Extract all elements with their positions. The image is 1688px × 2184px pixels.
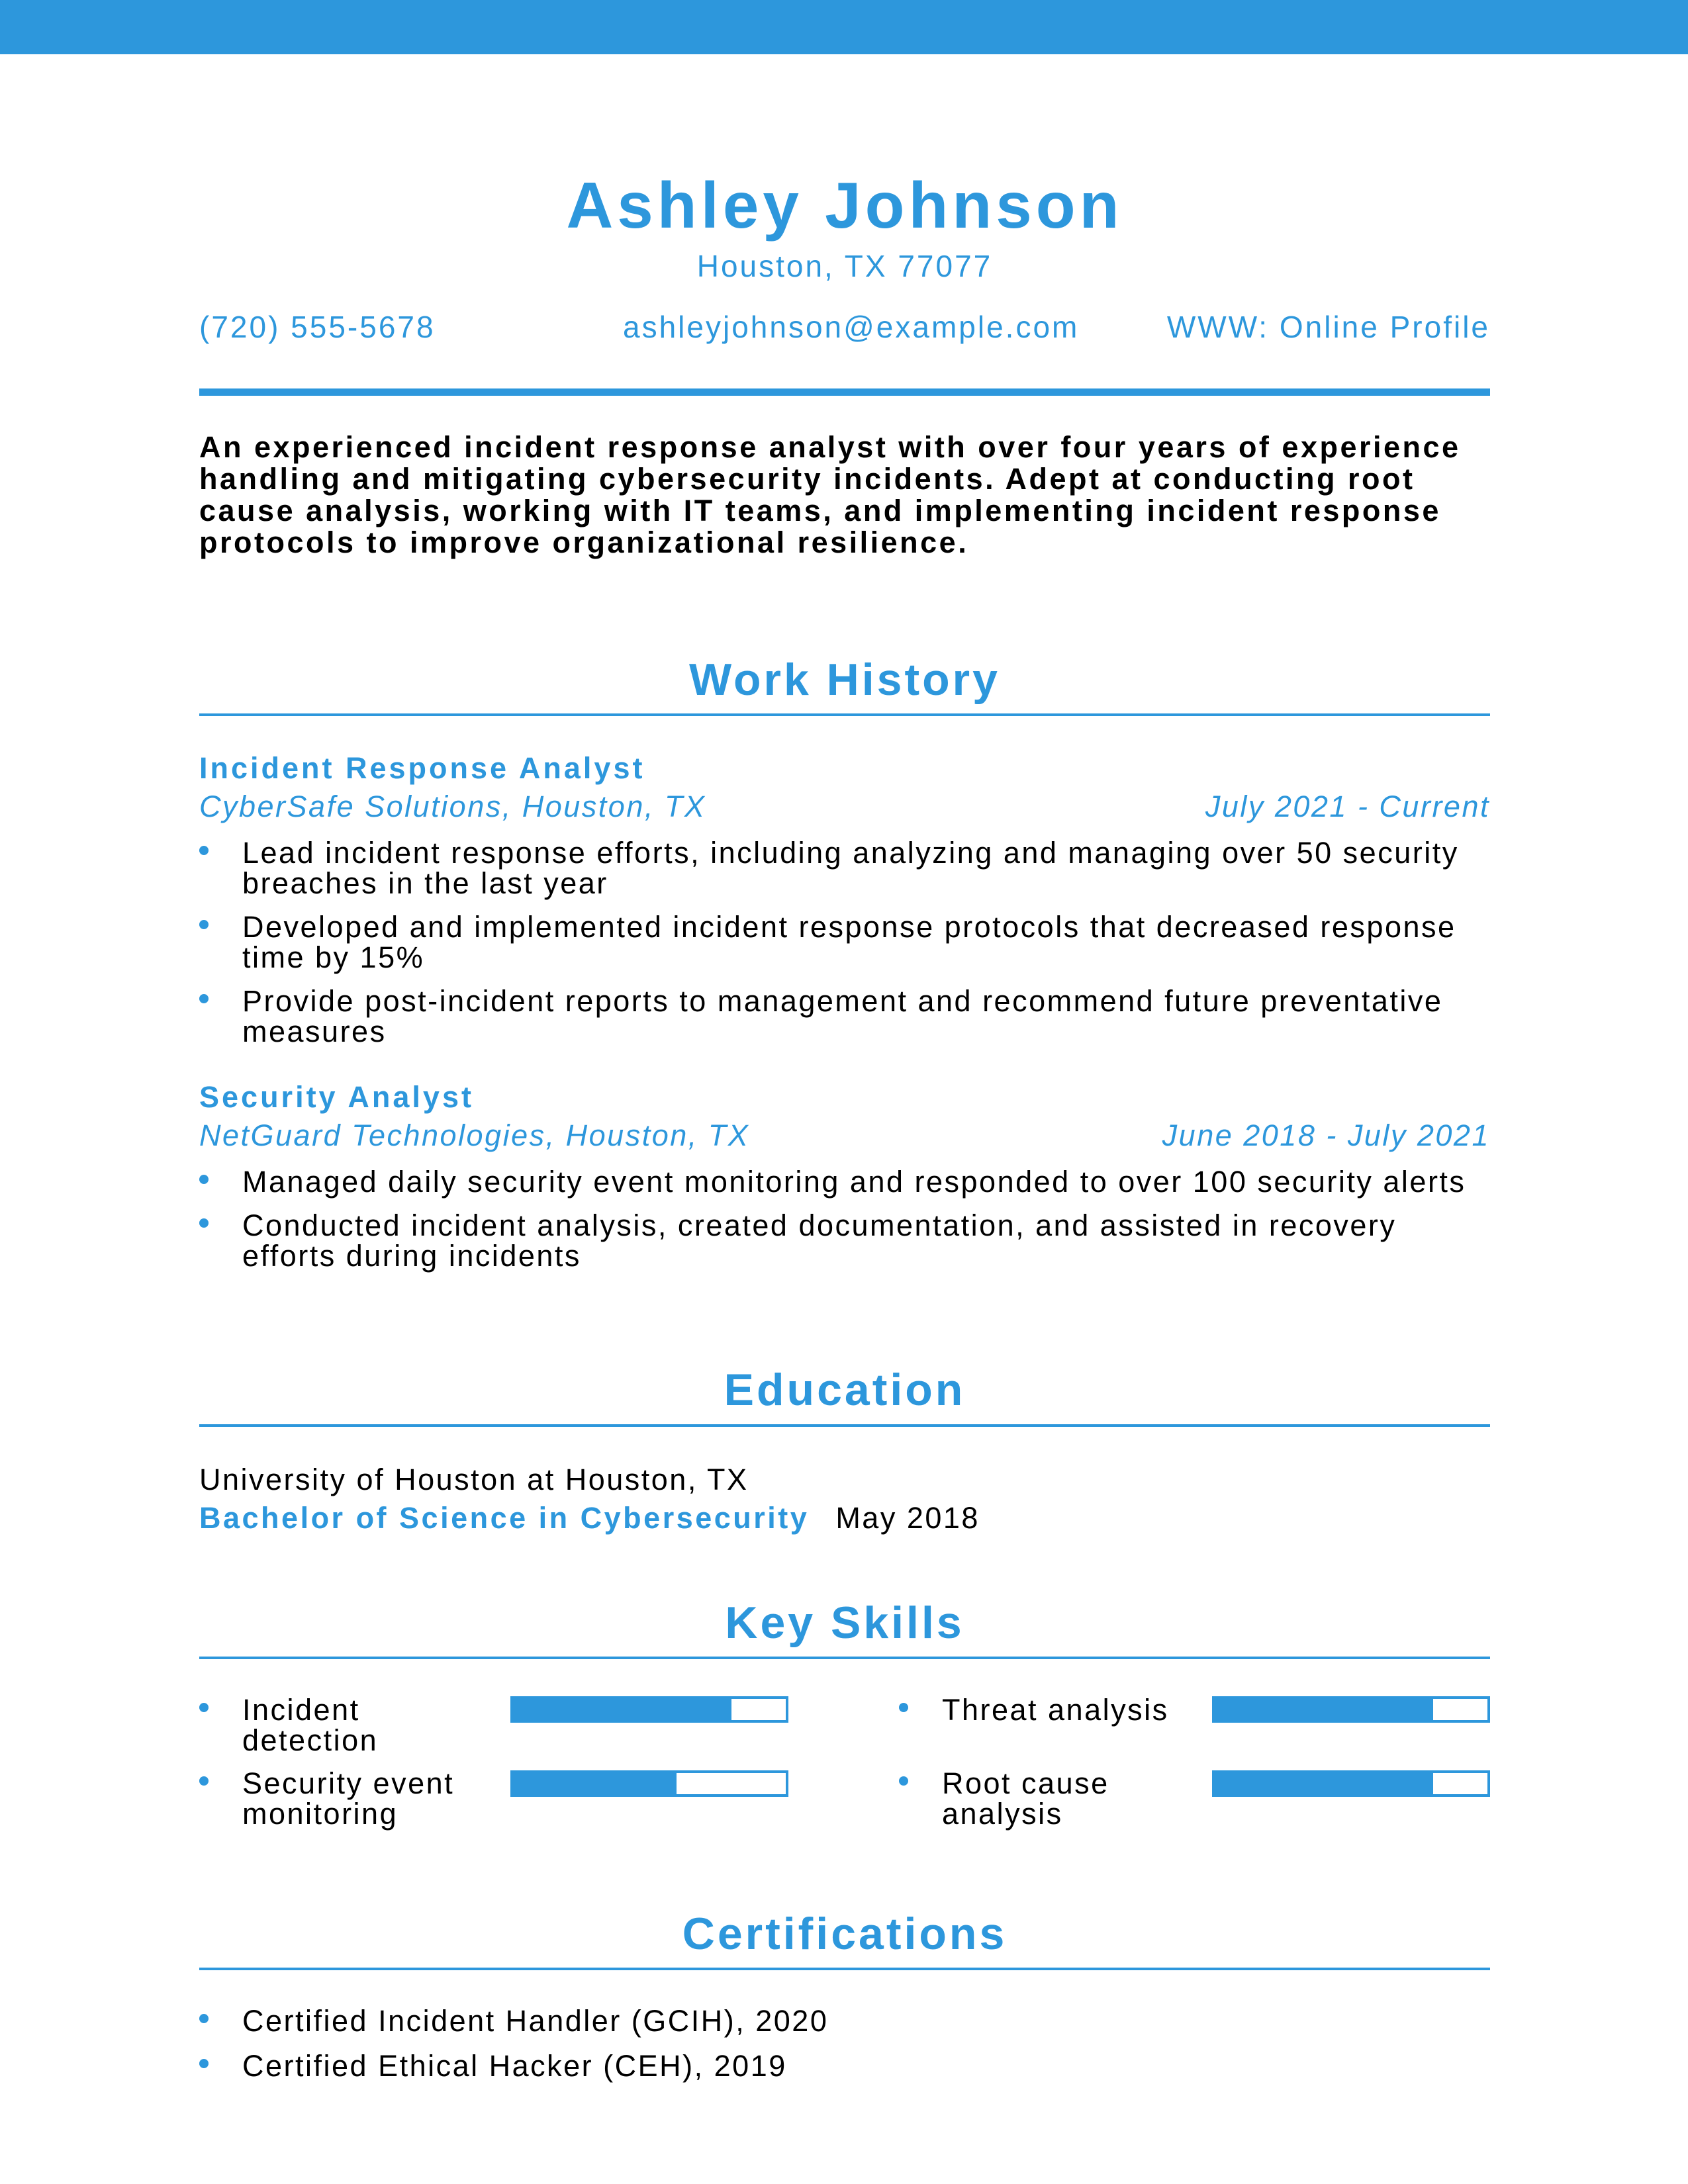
job-dates: July 2021 - Current xyxy=(1205,790,1490,823)
bullet-icon xyxy=(199,994,209,1003)
list-item: Conducted incident analysis, created documentation, and assisted in recovery efforts during incidents xyxy=(199,1210,1490,1271)
certifications-list xyxy=(199,2006,1490,2095)
bullet-icon xyxy=(199,1218,209,1228)
section-title-education: Education xyxy=(724,1365,966,1415)
list-item: Lead incident response efforts, including analyzing and managing over 50 security breaches in the last year xyxy=(199,838,1490,899)
bullet-icon xyxy=(199,1703,209,1712)
skill-level-bar xyxy=(510,1770,788,1797)
education-degree-line xyxy=(199,1500,980,1537)
education-divider xyxy=(199,1424,1490,1427)
skill-label: Threat analysis xyxy=(899,1695,1177,1758)
skill-level-bar xyxy=(1212,1770,1490,1797)
candidate-address: Houston, TX 77077 xyxy=(696,249,993,283)
skill-level-bar xyxy=(510,1696,788,1723)
bullet-icon xyxy=(199,2059,209,2068)
bullet-icon xyxy=(899,1703,908,1712)
skill-level-fill xyxy=(513,1699,731,1720)
job-title: Security Analyst xyxy=(199,1080,474,1114)
professional-summary: An experienced incident response analyst with over four years of experience handling and mitigating cybersecurity incidents. Adept at conducting root cause analysis, working with IT teams, and implementing incident response protocols to improve organizational resilience. xyxy=(199,430,1461,559)
education-date: May 2018 xyxy=(835,1501,980,1535)
bullet-icon xyxy=(199,1776,209,1786)
certifications-divider xyxy=(199,1968,1490,1970)
bullet-icon xyxy=(199,1175,209,1184)
bullet-icon xyxy=(199,2014,209,2023)
section-title-key-skills: Key Skills xyxy=(725,1598,964,1648)
section-title-certifications: Certifications xyxy=(682,1909,1008,1959)
list-item: Managed daily security event monitoring and responded to over 100 security alerts xyxy=(199,1167,1490,1197)
education-school: University of Houston at Houston, TX xyxy=(199,1463,749,1496)
job-title: Incident Response Analyst xyxy=(199,751,645,785)
skill-label: Incident detection xyxy=(199,1695,477,1758)
section-title-work-history: Work History xyxy=(689,655,1000,705)
skill-level-fill xyxy=(1215,1699,1433,1720)
bullet-icon xyxy=(199,846,209,855)
bullet-icon xyxy=(199,920,209,929)
website-link[interactable]: WWW: Online Profile xyxy=(1166,310,1490,344)
skill-label: Security event monitoring xyxy=(199,1768,477,1832)
skill-level-fill xyxy=(1215,1773,1433,1794)
bullet-icon xyxy=(899,1776,908,1786)
skill-label: Root cause analysis xyxy=(899,1768,1177,1832)
list-item: Provide post-incident reports to management and recommend future preventative measures xyxy=(199,986,1490,1047)
phone-number: (720) 555-5678 xyxy=(199,310,436,344)
skill-level-bar xyxy=(1212,1696,1490,1723)
list-item: Developed and implemented incident response protocols that decreased response time by 15% xyxy=(199,912,1490,973)
job-bullets xyxy=(199,1167,1490,1285)
list-item: Certified Ethical Hacker (CEH), 2019 xyxy=(199,2051,1490,2081)
job-dates: June 2018 - July 2021 xyxy=(1162,1118,1490,1152)
skills-divider xyxy=(199,1657,1490,1659)
candidate-name: Ashley Johnson xyxy=(566,169,1123,242)
education-degree: Bachelor of Science in Cybersecurity xyxy=(199,1501,810,1535)
list-item: Certified Incident Handler (GCIH), 2020 xyxy=(199,2006,1490,2036)
header-divider xyxy=(199,388,1490,396)
top-accent-bar xyxy=(0,0,1688,54)
work-history-divider xyxy=(199,713,1490,716)
job-bullets xyxy=(199,838,1490,1060)
job-company: NetGuard Technologies, Houston, TX xyxy=(199,1118,750,1152)
job-meta xyxy=(199,788,1490,825)
job-company: CyberSafe Solutions, Houston, TX xyxy=(199,790,706,823)
skill-level-fill xyxy=(513,1773,677,1794)
job-meta xyxy=(199,1117,1490,1154)
email-address[interactable]: ashleyjohnson@example.com xyxy=(623,310,1080,344)
